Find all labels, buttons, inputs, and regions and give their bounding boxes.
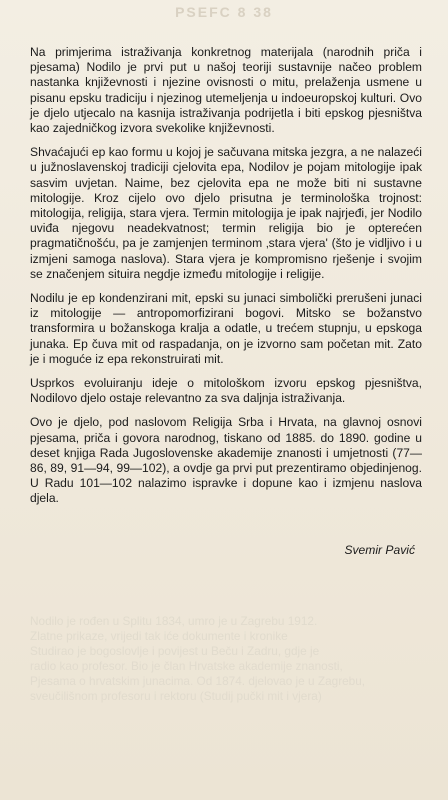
paragraph-1: Na primjerima istraživanja konkretnog materijala (narodnih priča i pjesama) Nodilo je prvi put u našoj teoriji sustavnije načeo problem nastanka književnosti i njezine ovisnosti o mitu, prelaženja usmene u pisanu epsku tradiciju i njezinog utemeljenja u indoeuropskoj kulturi. Ovo je djelo utjecalo na kasnija istraživanja podrijetla i biti epskog pjesništva kao zajedničkog izvora svekolike književnosti. xyxy=(30,45,422,136)
paragraph-5: Ovo je djelo, pod naslovom Religija Srba i Hrvata, na glavnoj osnovi pjesama, priča i govora narodnog, tiskano od 1885. do 1890. godine u deset knjiga Rada Jugoslovenske akademije znanosti i umjetnosti (77—86, 89, 91—94, 99—102), a ovdje ga prvi put prezentiramo objedinjenog. U Radu 101—102 nalazimo ispravke i dopune kao i izmjenu naslova djela. xyxy=(30,415,422,506)
page-header-ghost: PSEFC 8 38 xyxy=(175,4,273,20)
author-signature: Svemir Pavić xyxy=(344,543,415,557)
ghost-line: sveučilišnom profesoru i rektoru (Studij pučki mit i vjera) xyxy=(30,689,322,703)
text-body xyxy=(30,45,422,516)
ghost-line: Zlatne prikaze, vrijedi tak iće dokumente i kronike xyxy=(30,629,288,643)
paragraph-2: Shvaćajući ep kao formu u kojoj je sačuvana mitska jezgra, a ne nalazeći u južnoslavenskoj tradiciji cjelovita epa, Nodilov je pojam mitologije ipak sasvim uvjetan. Naime, bez cjelovita epa ne može biti ni sustavne mitologije. Kroz cijelo ovo djelo prisutna je terminološka trojnost: mitologija, religija, stara vjera. Termin mitologija je ipak najrjeđi, jer Nodilo uviđa njegovu neadekvatnost; termin religija bio je opterećen pragmatičnošću, pa je zamjenjen terminom ‚stara vjera' (što je vidljivo i u izmjeni samoga naslova). Stara vjera je kompromisno rješenje i svojim se značenjem situira negdje između mitologije i religije. xyxy=(30,145,422,281)
ghost-line: radio kao profesor. Bio je član Hrvatske akademije znanosti, xyxy=(30,659,343,673)
ghost-line: Nodilo je rođen u Splitu 1834, umro je u Zagrebu 1912. xyxy=(30,614,318,628)
paragraph-3: Nodilu je ep kondenzirani mit, epski su junaci simbolički prerušeni junaci iz mitologije — antropomorfizirani bogovi. Mitsko se božanstvo transformira u božanskoga kralja a odatle, u trećem stupnju, u epskoga junaka. Ep čuva mit od raspadanja, on je izvorno sam početan mit. Zato je i moguće iz epa rekonstruirati mit. xyxy=(30,291,422,366)
paragraph-4: Usprkos evoluiranju ideje o mitološkom izvoru epskog pjesništva, Nodilovo djelo ostaje relevantno za sva daljnja istraživanja. xyxy=(30,376,422,406)
ghost-line: Pjesama o hrvatskim junacima. Od 1874. djelovao je u Zagrebu, xyxy=(30,674,366,688)
ghost-line: Studirao je bogoslovlje i povijest u Beču i Zadru, gdje je xyxy=(30,644,320,658)
